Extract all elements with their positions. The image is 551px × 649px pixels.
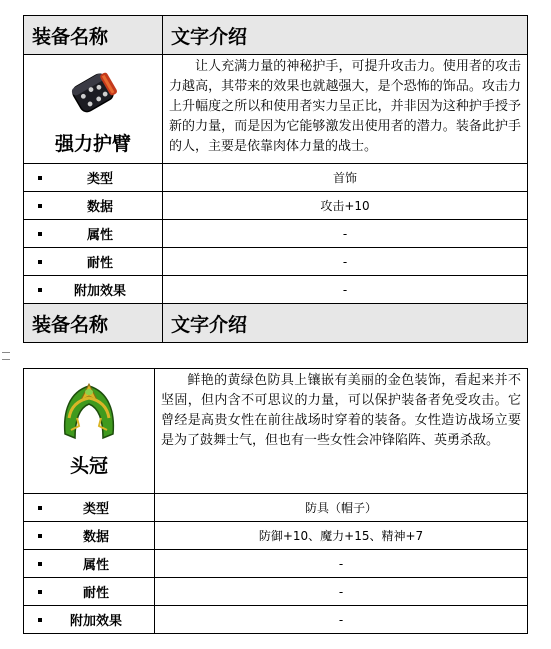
table-separator (0, 352, 551, 362)
equipment-table-1 (23, 15, 528, 343)
row-value: - (163, 248, 528, 276)
row-value: - (155, 550, 528, 578)
row-label: 类型 (24, 494, 155, 522)
table-row (24, 164, 528, 192)
row-label: 耐性 (24, 248, 163, 276)
table-header-row (24, 16, 528, 55)
header-equipment-name: 装备名称 (24, 16, 163, 55)
item-image-cell (24, 369, 155, 494)
row-value: 防御+10、魔力+15、精神+7 (155, 522, 528, 550)
equipment-table-2 (23, 368, 528, 634)
table-row (24, 220, 528, 248)
table-footer-header-row (24, 304, 528, 343)
row-value: - (163, 276, 528, 304)
header-description: 文字介绍 (163, 16, 528, 55)
row-value: 防具（帽子） (155, 494, 528, 522)
row-value: 攻击+10 (163, 192, 528, 220)
item-description: 鲜艳的黄绿色防具上镶嵌有美丽的金色装饰，看起来并不坚固，但内含不可思议的力量，可以保护装备者免受攻击。它曾经是高贵女性在前往战场时穿着的装备。女性造访战场立要是为了鼓舞士气，但也有一些女性会冲锋陷阵、英勇杀敌。 (155, 369, 528, 494)
row-value: 首饰 (163, 164, 528, 192)
item-row (24, 369, 528, 494)
row-label: 数据 (24, 522, 155, 550)
row-value: - (155, 578, 528, 606)
table-row (24, 192, 528, 220)
table-row (24, 248, 528, 276)
item-name: 强力护臂 (54, 133, 131, 155)
row-label: 属性 (24, 220, 163, 248)
row-label: 附加效果 (24, 606, 155, 634)
row-value: - (163, 220, 528, 248)
table-row (24, 550, 528, 578)
table-row (24, 578, 528, 606)
footer-description: 文字介绍 (163, 304, 528, 343)
helmet-icon (57, 378, 121, 444)
item-name: 头冠 (69, 455, 108, 477)
table-move-handle-icon (2, 352, 10, 360)
row-label: 数据 (24, 192, 163, 220)
table-row (24, 522, 528, 550)
table-row (24, 606, 528, 634)
row-label: 属性 (24, 550, 155, 578)
footer-equipment-name: 装备名称 (24, 304, 163, 343)
table-row (24, 276, 528, 304)
row-label: 类型 (24, 164, 163, 192)
gauntlet-icon (63, 65, 123, 121)
item-image-cell (24, 55, 163, 164)
table-row (24, 494, 528, 522)
item-description: 让人充满力量的神秘护手，可提升攻击力。使用者的攻击力越高，其带来的效果也就越强大，是个恐怖的饰品。攻击力上升幅度之所以和使用者实力呈正比，并非因为这种护手授予新的力量，而是因为它能够激发出使用者的潜力。装备此护手的人，主要是依靠肉体力量的战士。 (163, 55, 528, 164)
row-label: 附加效果 (24, 276, 163, 304)
row-value: - (155, 606, 528, 634)
item-row (24, 55, 528, 164)
row-label: 耐性 (24, 578, 155, 606)
